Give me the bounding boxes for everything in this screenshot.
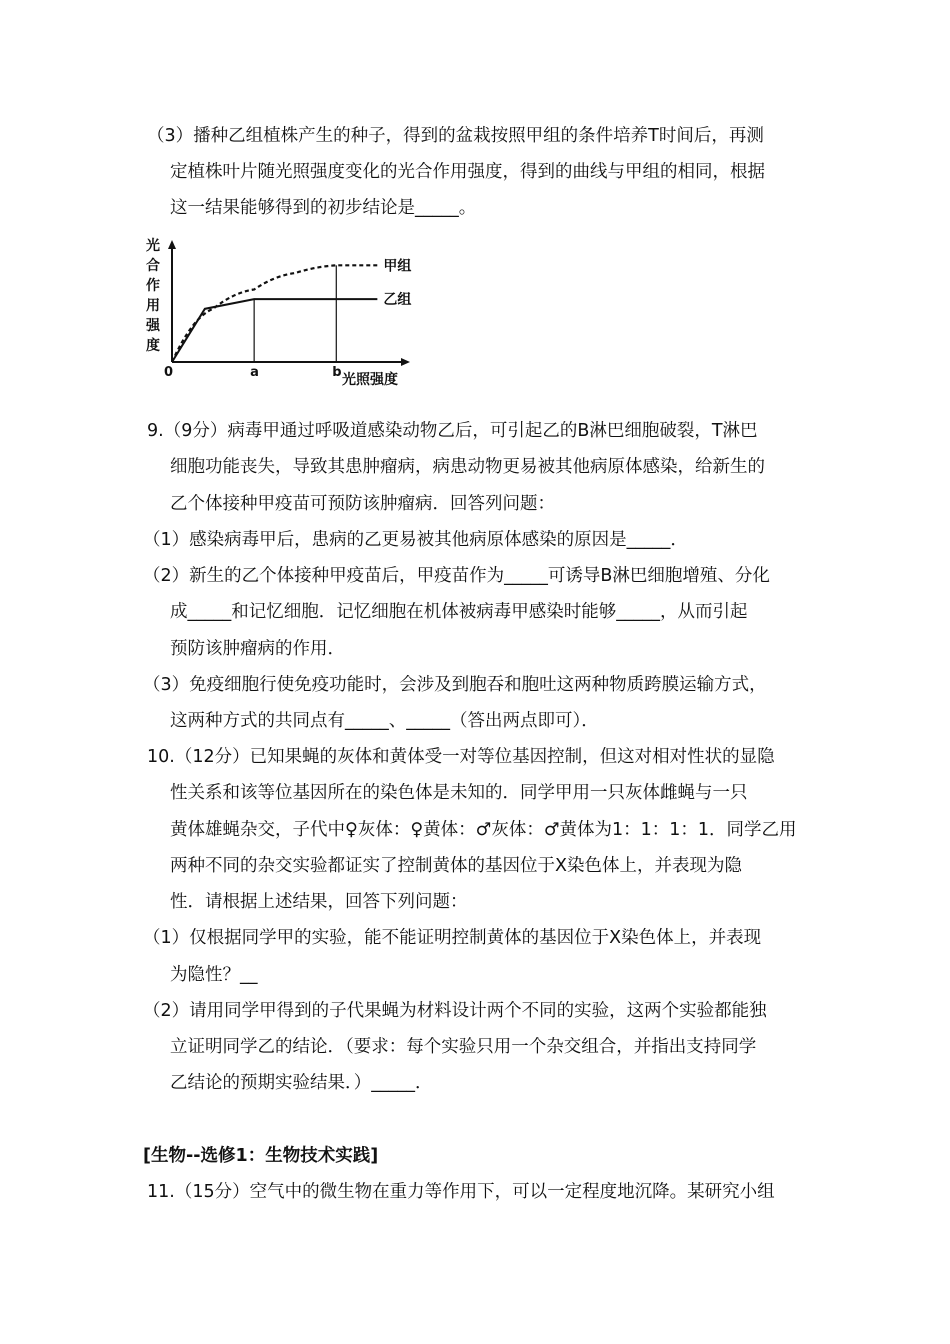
ylabel-char: 强: [146, 318, 160, 334]
q10-line5: 性．请根据上述结果，回答下列问题：: [170, 892, 468, 912]
q10-part2-line1: （2）请用同学甲得到的子代果蝇为材料设计两个不同的实验，这两个实验都能独: [143, 1001, 767, 1021]
ylabel-char: 作: [146, 278, 160, 294]
x-axis-arrow: [401, 358, 410, 366]
series-line-2: [172, 299, 377, 362]
tick-label-a: a: [250, 365, 259, 380]
origin-label: 0: [164, 365, 174, 380]
q10-part1-line1: （1）仅根据同学甲的实验，能不能证明控制黄体的基因位于X染色体上，并表现: [143, 928, 762, 948]
q10-part1-line2: 为隐性？__: [170, 965, 258, 985]
chart-ylabel: [145, 237, 161, 354]
tick-label-b: b: [332, 365, 342, 380]
chart-xlabel: 光照强度: [342, 372, 398, 388]
ylabel-char: 光: [146, 238, 160, 254]
q8-part3-line1: （3）播种乙组植株产生的种子，得到的盆栽按照甲组的条件培养T时间后，再测: [147, 126, 764, 146]
q10-line2: 性关系和该等位基因所在的染色体是未知的．同学甲用一只灰体雌蝇与一只: [170, 783, 748, 803]
ylabel-char: 用: [146, 298, 160, 314]
q10-line3: 黄体雄蝇杂交，子代中♀灰体：♀黄体：♂灰体：♂黄体为1：1：1：1．同学乙用: [170, 820, 797, 840]
ylabel-char: 合: [146, 258, 160, 274]
q9-line2: 细胞功能丧失，导致其患肿瘤病，病患动物更易被其他病原体感染，给新生的: [170, 457, 765, 477]
q9-part1: （1）感染病毒甲后，患病的乙更易被其他病原体感染的原因是_____．: [143, 530, 688, 550]
q9-part2-line3: 预防该肿瘤病的作用．: [170, 639, 345, 659]
q8-part3-line2: 定植株叶片随光照强度变化的光合作用强度，得到的曲线与甲组的相同，根据: [170, 162, 765, 182]
q8-part3-line3: 这一结果能够得到的初步结论是_____。: [170, 198, 477, 218]
q9-part2-line1: （2）新生的乙个体接种甲疫苗后，甲疫苗作为_____可诱导B淋巴细胞增殖、分化: [143, 566, 770, 586]
q9-part3-line1: （3）免疫细胞行使免疫功能时，会涉及到胞吞和胞吐这两种物质跨膜运输方式，: [143, 675, 767, 695]
q11-line1: 11.（15分）空气中的微生物在重力等作用下，可以一定程度地沉降。某研究小组: [147, 1182, 775, 1202]
q9-line3: 乙个体接种甲疫苗可预防该肿瘤病．回答列问题：: [170, 494, 555, 514]
series-label-1: 甲组: [383, 258, 412, 275]
q10-part2-line3: 乙结论的预期实验结果．）_____．: [170, 1073, 433, 1093]
q10-part2-line2: 立证明同学乙的结论．（要求：每个实验只用一个杂交组合，并指出支持同学: [170, 1037, 757, 1057]
y-axis-arrow: [168, 240, 176, 249]
q10-line4: 两种不同的杂交实验都证实了控制黄体的基因位于X染色体上，并表现为隐: [170, 856, 742, 876]
q9-part3-line2: 这两种方式的共同点有_____、_____（答出两点即可）．: [170, 711, 599, 731]
ylabel-char: 度: [146, 338, 160, 354]
q10-line1: 10.（12分）已知果蝇的灰体和黄体受一对等位基因控制，但这对相对性状的显隐: [147, 747, 775, 767]
q9-line1: 9.（9分）病毒甲通过呼吸道感染动物乙后，可引起乙的B淋巴细胞破裂，T淋巴: [147, 421, 758, 441]
section-heading: [生物--选修1：生物技术实践]: [143, 1146, 379, 1166]
series-label-2: 乙组: [383, 292, 412, 309]
q9-part2-line2: 成_____和记忆细胞．记忆细胞在机体被病毒甲感染时能够_____，从而引起: [170, 602, 748, 622]
photosynthesis-chart: [140, 236, 430, 392]
